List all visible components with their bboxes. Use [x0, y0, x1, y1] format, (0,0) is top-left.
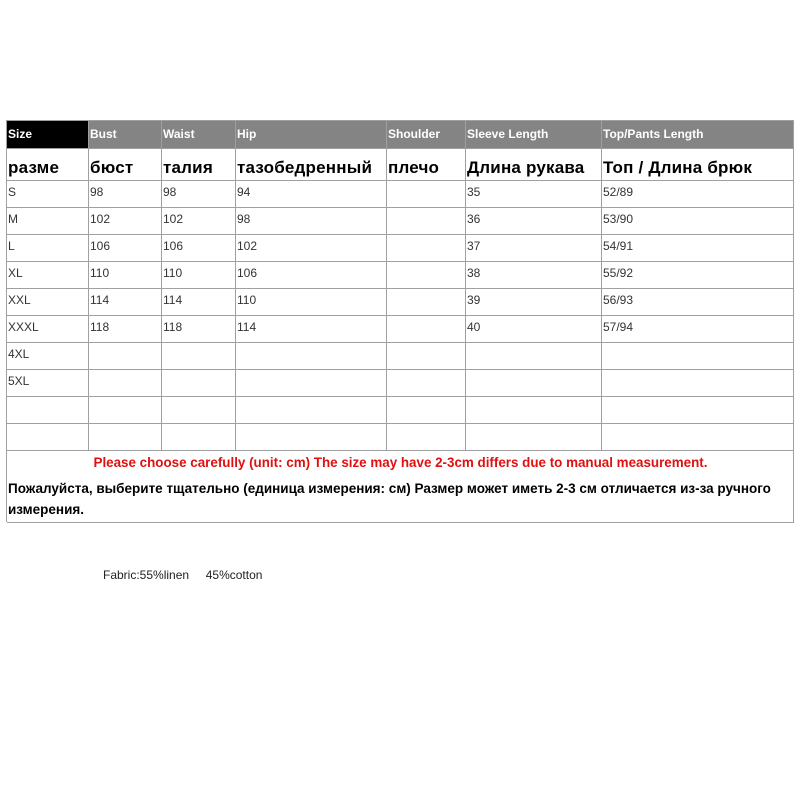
table-row	[7, 181, 794, 208]
table-row	[7, 424, 794, 451]
table-row-cell: 54/91	[602, 235, 794, 262]
table-row-cell: 37	[466, 235, 602, 262]
measurement-note	[7, 451, 794, 523]
header-row-ru-cell: Длина рукава	[466, 149, 602, 181]
header-row-en-cell: Waist	[162, 121, 236, 149]
table-row-cell: 114	[162, 289, 236, 316]
table-row-cell	[466, 424, 602, 451]
table-row-cell: 98	[162, 181, 236, 208]
table-row-cell	[387, 397, 466, 424]
table-row-cell	[7, 397, 89, 424]
table-row-cell	[89, 424, 162, 451]
table-row-cell: 106	[162, 235, 236, 262]
table-row-cell	[387, 370, 466, 397]
table-row	[7, 208, 794, 235]
table-row-cell	[602, 370, 794, 397]
header-row-en-cell: Shoulder	[387, 121, 466, 149]
table-row-cell: 114	[236, 316, 387, 343]
table-row-cell: 110	[89, 262, 162, 289]
size-chart-table	[6, 120, 794, 522]
table-row-cell	[387, 343, 466, 370]
table-row-cell: 56/93	[602, 289, 794, 316]
table-row-cell: 98	[89, 181, 162, 208]
table-row	[7, 316, 794, 343]
table-row-cell: 118	[89, 316, 162, 343]
header-row-ru-cell: талия	[162, 149, 236, 181]
table-row-cell: 102	[162, 208, 236, 235]
table-row-cell: 110	[162, 262, 236, 289]
table-row-cell	[387, 181, 466, 208]
header-row-en-cell: Size	[7, 121, 89, 149]
table-row-cell	[602, 343, 794, 370]
table-row-cell	[602, 397, 794, 424]
table-row	[7, 262, 794, 289]
table-row-cell: 110	[236, 289, 387, 316]
header-row-ru-cell: плечо	[387, 149, 466, 181]
table-row-cell: XXL	[7, 289, 89, 316]
table-row-cell: L	[7, 235, 89, 262]
table-row-cell	[466, 397, 602, 424]
table-row-cell	[162, 397, 236, 424]
table-row-cell	[466, 343, 602, 370]
table-row-cell	[387, 289, 466, 316]
table-row-cell	[89, 397, 162, 424]
table-row-cell: 36	[466, 208, 602, 235]
table-row-cell	[236, 343, 387, 370]
table-row-cell: 38	[466, 262, 602, 289]
measurement-note-en: Please choose carefully (unit: cm) The size may have 2-3cm differs due to manual measurement.	[93, 455, 708, 470]
table-row-cell: 40	[466, 316, 602, 343]
table-row-cell: 102	[89, 208, 162, 235]
header-row-en	[7, 121, 794, 149]
table-row-cell	[387, 235, 466, 262]
table-row-cell	[236, 397, 387, 424]
header-row-ru-cell: разме	[7, 149, 89, 181]
table-row-cell: 57/94	[602, 316, 794, 343]
table-row-cell: 4XL	[7, 343, 89, 370]
fabric-composition: Fabric:55%linen 45%cotton	[103, 568, 263, 582]
table-row-cell: 98	[236, 208, 387, 235]
measurement-note-ru: Пожалуйста, выберите тщательно (единица измерения: см) Размер может иметь 2-3 см отличается из-за ручного измерения.	[8, 481, 771, 517]
header-row-en-cell: Sleeve Length	[466, 121, 602, 149]
table-row-cell	[89, 370, 162, 397]
table-row-cell: XXXL	[7, 316, 89, 343]
table-row-cell	[387, 424, 466, 451]
table-row-cell: 106	[89, 235, 162, 262]
table-row-cell: 102	[236, 235, 387, 262]
table-row-cell	[602, 424, 794, 451]
table-row-cell: 53/90	[602, 208, 794, 235]
header-row-en-cell: Bust	[89, 121, 162, 149]
table-row	[7, 235, 794, 262]
table-row	[7, 343, 794, 370]
table-row-cell: 106	[236, 262, 387, 289]
table-row-cell	[236, 370, 387, 397]
table-row-cell: 5XL	[7, 370, 89, 397]
table-row-cell: 52/89	[602, 181, 794, 208]
table-row-cell	[387, 316, 466, 343]
table-row-cell	[7, 424, 89, 451]
table-row-cell: XL	[7, 262, 89, 289]
table-row-cell	[466, 370, 602, 397]
table-row-cell	[387, 208, 466, 235]
table-row-cell: 35	[466, 181, 602, 208]
header-row-ru-cell: бюст	[89, 149, 162, 181]
header-row-ru-cell: тазобедренный	[236, 149, 387, 181]
table-row	[7, 397, 794, 424]
header-row-ru	[7, 149, 794, 181]
header-row-en-cell: Hip	[236, 121, 387, 149]
table-row-cell	[89, 343, 162, 370]
table-row	[7, 289, 794, 316]
table-row-cell: 114	[89, 289, 162, 316]
table-row-cell	[387, 262, 466, 289]
table-row-cell	[162, 343, 236, 370]
header-row-ru-cell: Топ / Длина брюк	[602, 149, 794, 181]
table-row-cell	[162, 424, 236, 451]
table-row-cell: 118	[162, 316, 236, 343]
table-row-cell: 39	[466, 289, 602, 316]
table-row-cell: M	[7, 208, 89, 235]
table-row	[7, 370, 794, 397]
header-row-en-cell: Top/Pants Length	[602, 121, 794, 149]
table-row-cell	[236, 424, 387, 451]
table-row-cell	[162, 370, 236, 397]
table-row-cell: 55/92	[602, 262, 794, 289]
table-row-cell: S	[7, 181, 89, 208]
table-row-cell: 94	[236, 181, 387, 208]
